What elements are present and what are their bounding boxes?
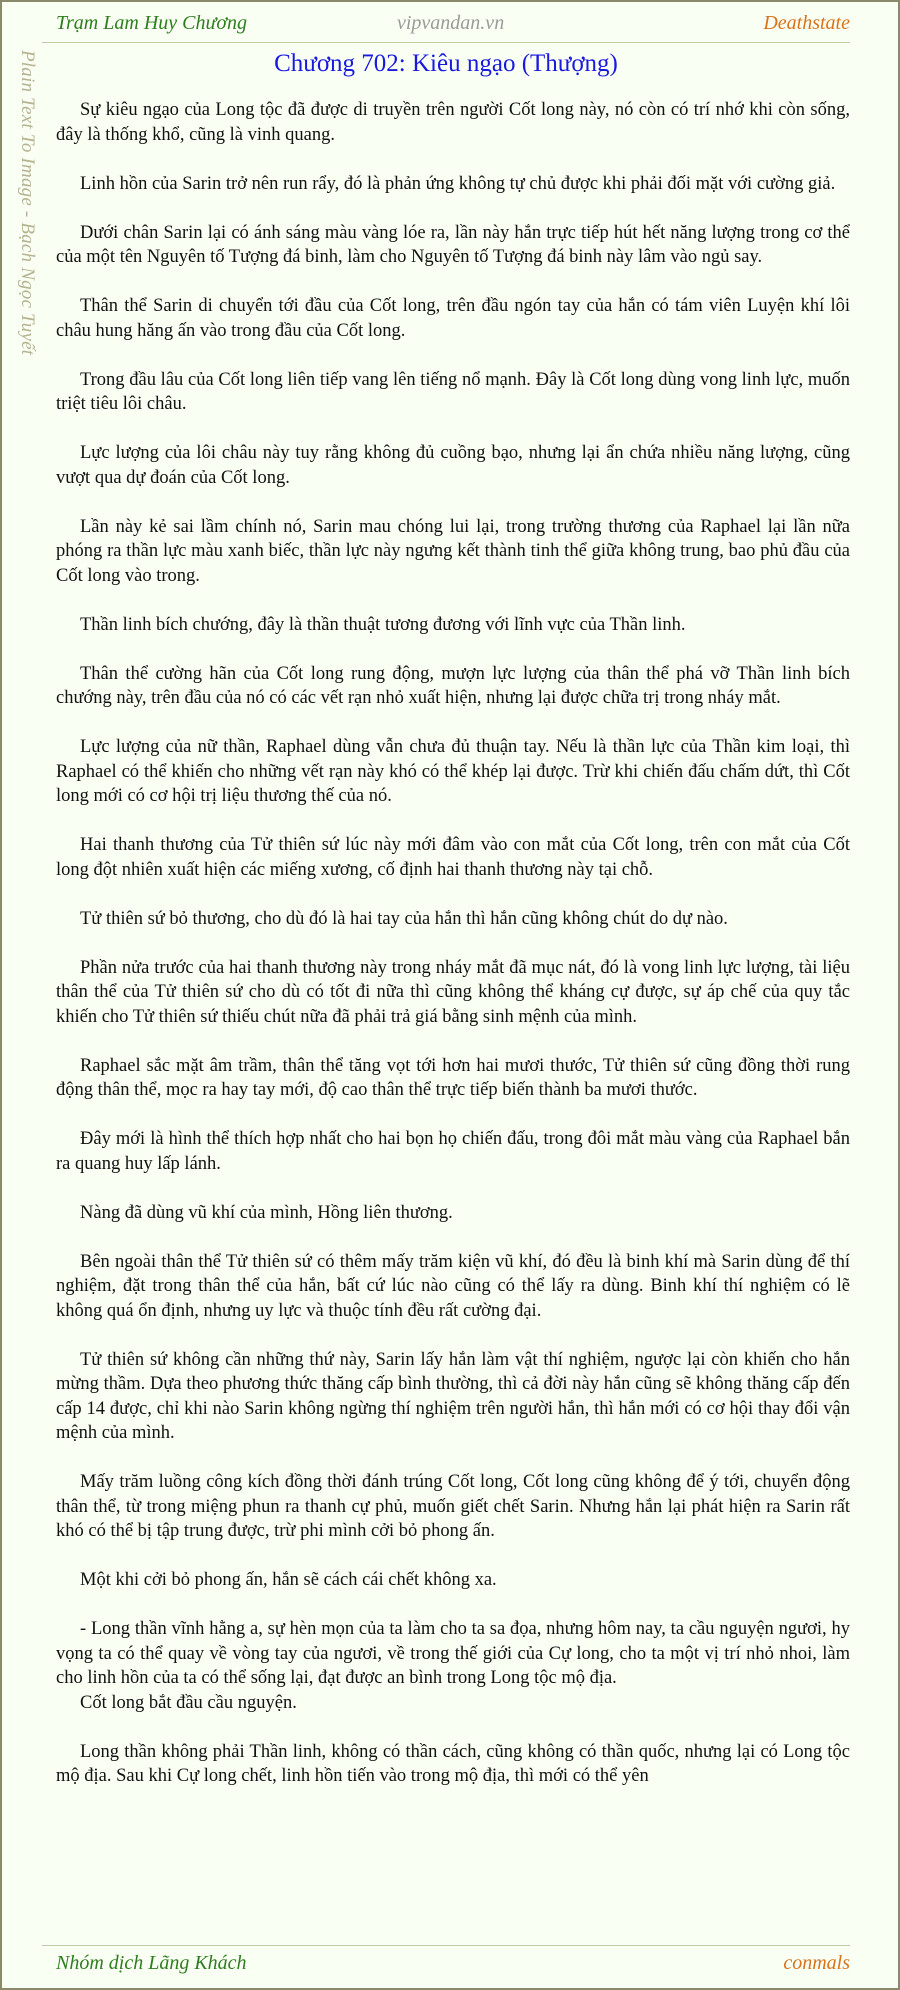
- header-divider: [42, 42, 850, 43]
- sidebar-vertical-caption: Plain Text To Image - Bạch Ngọc Tuyết: [17, 50, 38, 356]
- body-paragraph: Tử thiên sứ không cần những thứ này, Sarin lấy hắn làm vật thí nghiệm, ngược lại còn khiến cho hắn mừng thầm. Dựa theo phương thức thăng cấp bình thường, thì cả đời này hắn cũng sẽ không thăng cấp đến cấp 14 được, chỉ khi nào Sarin không ngừng thí nghiệm trên người hắn, thì hắn mới có cơ hội thay đổi vận mệnh của mình.: [56, 1349, 850, 1443]
- body-paragraph: Lực lượng của lôi châu này tuy rằng không đủ cuồng bạo, nhưng lại ẩn chứa nhiều năng lượng, cũng vượt qua dự đoán của Cốt long.: [56, 443, 850, 488]
- body-paragraph: Tử thiên sứ bỏ thương, cho dù đó là hai tay của hắn thì hắn cũng không chút do dự nào.: [80, 908, 728, 929]
- body-paragraph: Long thần không phải Thần linh, không có thần cách, cũng không có thần quốc, nhưng lại có Long tộc mộ địa. Sau khi Cự long chết, linh hồn tiến vào trong mộ địa, thì mới có thể yên: [56, 1741, 850, 1786]
- body-paragraph: Mấy trăm luồng công kích đồng thời đánh trúng Cốt long, Cốt long cũng không để ý tới, chuyển động thân thể, từ trong miệng phun ra thanh cự phủ, muốn giết chết Sarin. Nhưng hắn lại phát hiện ra Sarin rất khó có thể bị tập trung được, trừ phi mình cởi bỏ phong ấn.: [56, 1472, 850, 1541]
- body-paragraph: Phần nửa trước của hai thanh thương này trong nháy mắt đã mục nát, đó là vong linh lực lượng, tài liệu thân thể của Tử thiên sứ cho dù có tốt đi nữa thì cũng không thể kháng cự được, sự áp chế của quy tắc khiến cho Tử thiên sứ thiếu chút nữa đã phải trả giá bằng sinh mệnh của mình.: [56, 957, 850, 1027]
- header-site-name: Trạm Lam Huy Chương: [56, 12, 248, 34]
- footer-group-name: Nhóm dịch Lãng Khách: [56, 1952, 247, 1974]
- body-paragraph: Thân thể Sarin di chuyển tới đầu của Cốt long, trên đầu ngón tay của hắn có tám viên Luyện khí lôi châu hung hăng ấn vào trong đầu của Cốt long.: [56, 296, 850, 341]
- header-domain: vipvandan.vn: [397, 12, 505, 34]
- body-paragraph: Raphael sắc mặt âm trầm, thân thể tăng vọt tới hơn hai mươi thước, Tử thiên sứ cũng đồng thời rung động thân thể, mọc ra hay tay mới, độ cao thân thể trực tiếp biến thành ba mươi thước.: [56, 1055, 850, 1100]
- body-paragraph: Trong đầu lâu của Cốt long liên tiếp vang lên tiếng nổ mạnh. Đây là Cốt long dùng vong linh lực, muốn triệt tiêu lôi châu.: [56, 369, 850, 414]
- body-paragraph: Hai thanh thương của Tử thiên sứ lúc này mới đâm vào con mắt của Cốt long, trên con mắt của Cốt long đột nhiên xuất hiện các miếng xương, cố định hai thanh thương này tại chỗ.: [56, 835, 850, 880]
- body-paragraph: Sự kiêu ngạo của Long tộc đã được di truyền trên người Cốt long này, nó còn có trí nhớ khi còn sống, đây là thống khổ, cũng là vinh quang.: [56, 100, 850, 145]
- body-paragraph: Một khi cởi bỏ phong ấn, hắn sẽ cách cái chết không xa.: [80, 1570, 497, 1590]
- body-paragraph: Đây mới là hình thể thích hợp nhất cho hai bọn họ chiến đấu, trong đôi mắt màu vàng của Raphael bắn ra quang huy lấp lánh.: [56, 1129, 850, 1174]
- footer-credit: conmals: [783, 1952, 850, 1974]
- chapter-title: Chương 702: Kiêu ngạo (Thượng): [274, 50, 618, 77]
- body-paragraph: Linh hồn của Sarin trở nên run rẩy, đó là phản ứng không tự chủ được khi phải đối mặt với cường giả.: [80, 173, 836, 194]
- body-paragraph: - Long thần vĩnh hằng a, sự hèn mọn của ta làm cho ta sa đọa, nhưng hôm nay, ta cầu nguyện ngươi, hy vọng ta có thể quay về vòng tay của ngươi, về trong thế giới của Cự long, cho ta một vị trí nhỏ nhoi, làm cho linh hồn của ta có thể sống lại, đạt được an bình trong Long tộc mộ địa.: [56, 1619, 850, 1688]
- header-translator: Deathstate: [763, 12, 850, 34]
- body-paragraph: Bên ngoài thân thể Tử thiên sứ có thêm mấy trăm kiện vũ khí, đó đều là binh khí mà Sarin dùng để thí nghiệm, đặt trong thân thể của hắn, bất cứ lúc nào cũng có thể lấy ra dùng. Binh khí thí nghiệm có lẽ không quá ổn định, nhưng uy lực và thuộc tính đều rất cường đại.: [56, 1251, 850, 1321]
- body-paragraph: Lực lượng của nữ thần, Raphael dùng vẫn chưa đủ thuận tay. Nếu là thần lực của Thần kim loại, thì Raphael có thể khiến cho những vết rạn này khó có thể khép lại được. Trừ khi chiến đấu chấm dứt, thì Cốt long mới có cơ hội trị liệu thương thế của nó.: [56, 737, 850, 806]
- body-paragraph: Cốt long bắt đầu cầu nguyện.: [80, 1692, 297, 1713]
- chapter-body: [56, 98, 850, 1944]
- footer-divider: [42, 1945, 850, 1946]
- body-paragraph: Thần linh bích chướng, đây là thần thuật tương đương với lĩnh vực của Thần linh.: [80, 614, 686, 635]
- body-paragraph: Lần này kẻ sai lầm chính nó, Sarin mau chóng lui lại, trong trường thương của Raphael lại lần nữa phóng ra thần lực màu xanh biếc, thần lực này ngưng kết thành tinh thể giữa không trung, bao phủ đầu của Cốt long vào trong.: [56, 516, 850, 586]
- body-paragraph: Thân thể cường hãn của Cốt long rung động, mượn lực lượng của thân thể phá vỡ Thần linh bích chướng này, trên đầu của nó có các vết rạn nhỏ xuất hiện, nhưng lại được chữa trị trong nháy mắt.: [56, 663, 850, 708]
- body-paragraph: Nàng đã dùng vũ khí của mình, Hồng liên thương.: [80, 1202, 453, 1223]
- body-paragraph: Dưới chân Sarin lại có ánh sáng màu vàng lóe ra, lần này hắn trực tiếp hút hết năng lượng trong cơ thể của một tên Nguyên tố Tượng đá binh, làm cho Nguyên tố Tượng đá binh này lâm vào ngủ say.: [56, 222, 850, 267]
